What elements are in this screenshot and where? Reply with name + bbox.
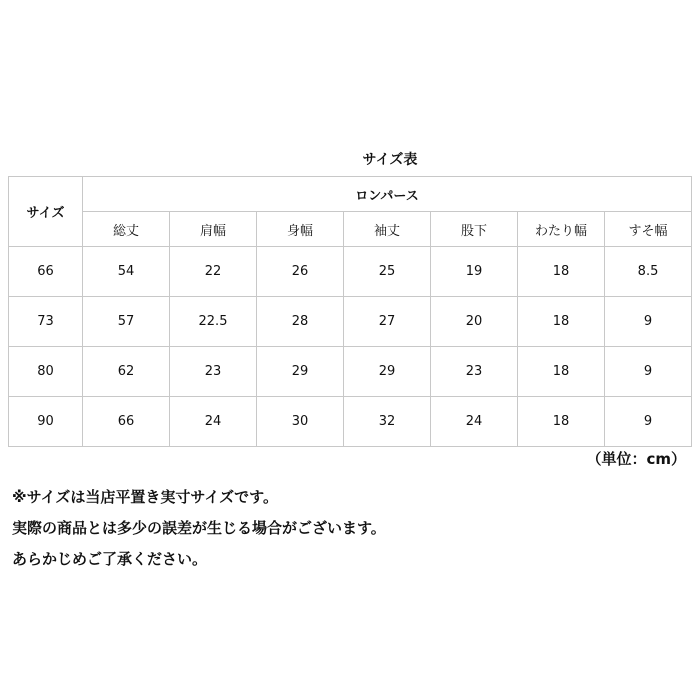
table-cell: 66 [83, 397, 170, 447]
table-cell: 9 [605, 347, 692, 397]
table-cell: 28 [257, 297, 344, 347]
size-cell: 73 [9, 297, 83, 347]
column-header: 袖丈 [344, 212, 431, 247]
table-cell: 29 [344, 347, 431, 397]
notes [12, 482, 386, 575]
table-cell: 20 [431, 297, 518, 347]
table-cell: 30 [257, 397, 344, 447]
table-cell: 18 [518, 397, 605, 447]
table-cell: 18 [518, 297, 605, 347]
table-header-row [9, 177, 692, 212]
table-row [9, 397, 692, 447]
unit-label: （単位：cm） [586, 450, 686, 468]
note-line: あらかじめご了承ください。 [12, 550, 208, 568]
size-cell: 90 [9, 397, 83, 447]
column-header: 肩幅 [170, 212, 257, 247]
column-header: 総丈 [83, 212, 170, 247]
column-header: 身幅 [257, 212, 344, 247]
size-chart-title: サイズ表 [362, 152, 418, 168]
note-line: 実際の商品とは多少の誤差が生じる場合がございます。 [12, 519, 386, 537]
column-header: すそ幅 [605, 212, 692, 247]
column-header: 股下 [431, 212, 518, 247]
table-subheader-row [9, 212, 692, 247]
table-row [9, 247, 692, 297]
table-cell: 24 [431, 397, 518, 447]
table-cell: 23 [170, 347, 257, 397]
table-cell: 24 [170, 397, 257, 447]
table-cell: 25 [344, 247, 431, 297]
table-cell: 22.5 [170, 297, 257, 347]
table-cell: 54 [83, 247, 170, 297]
table-cell: 9 [605, 297, 692, 347]
table-cell: 9 [605, 397, 692, 447]
table-cell: 29 [257, 347, 344, 397]
table-row [9, 347, 692, 397]
table-cell: 57 [83, 297, 170, 347]
column-header: わたり幅 [518, 212, 605, 247]
table-cell: 18 [518, 347, 605, 397]
table-cell: 32 [344, 397, 431, 447]
table-cell: 23 [431, 347, 518, 397]
table-cell: 62 [83, 347, 170, 397]
table-cell: 18 [518, 247, 605, 297]
table-cell: 26 [257, 247, 344, 297]
table-row [9, 297, 692, 347]
size-column-header: サイズ [9, 177, 83, 247]
table-cell: 27 [344, 297, 431, 347]
table-cell: 8.5 [605, 247, 692, 297]
note-line: ※サイズは当店平置き実寸サイズです。 [12, 488, 278, 506]
size-cell: 80 [9, 347, 83, 397]
table-cell: 19 [431, 247, 518, 297]
size-table [8, 176, 692, 447]
size-cell: 66 [9, 247, 83, 297]
table-cell: 22 [170, 247, 257, 297]
product-group-header: ロンパース [83, 177, 692, 212]
